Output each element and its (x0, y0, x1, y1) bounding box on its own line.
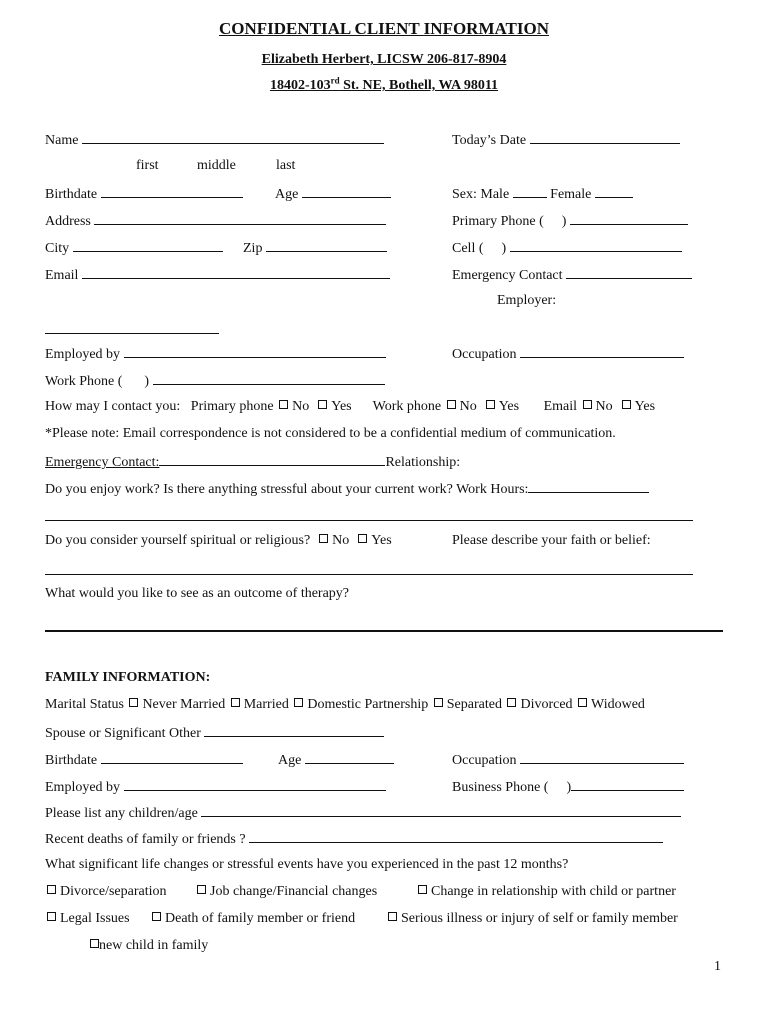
family-age-row (278, 750, 394, 770)
sex-row (452, 184, 633, 204)
spouse-row (45, 723, 384, 743)
birthdate-field[interactable] (101, 184, 243, 198)
faith-label: Please describe your faith or belief: (452, 533, 651, 548)
events-row-2: Legal Issues (45, 910, 130, 928)
spouse-field[interactable] (204, 723, 384, 737)
work-phone-option: Work phone (372, 399, 442, 414)
outcome-question: What would you like to see as an outcome of therapy? (45, 586, 350, 601)
relationship-change-checkbox[interactable] (418, 885, 427, 894)
employed-by-field[interactable] (124, 344, 386, 358)
legal-issues-checkbox[interactable] (47, 912, 56, 921)
contact-question: How may I contact you: (45, 399, 181, 414)
zip-label: Zip (243, 241, 263, 256)
widowed-checkbox[interactable] (578, 698, 587, 707)
business-phone-label: Business Phone ( (452, 780, 549, 795)
illness-item: Serious illness or injury of self or family member (386, 910, 678, 928)
divorced-checkbox[interactable] (507, 698, 516, 707)
business-phone-row: Business Phone ( ) (452, 777, 684, 797)
todays-date-row (452, 130, 680, 150)
occupation-row (452, 344, 684, 364)
work-hours-field[interactable] (528, 479, 649, 493)
email-label: Email (45, 268, 79, 283)
married-checkbox[interactable] (231, 698, 240, 707)
email-no-checkbox[interactable] (583, 400, 592, 409)
new-child-checkbox[interactable] (90, 939, 99, 948)
job-change-checkbox[interactable] (197, 885, 206, 894)
family-employed-by-field[interactable] (124, 777, 386, 791)
work-question-row (45, 479, 649, 499)
faith-answer-line[interactable] (45, 574, 693, 575)
business-phone-field[interactable] (571, 777, 684, 791)
children-row (45, 803, 681, 823)
city-field[interactable] (73, 238, 223, 252)
relationship-label: Relationship: (385, 455, 461, 470)
work-answer-line[interactable] (45, 520, 693, 521)
employed-by-label: Employed by (45, 347, 121, 362)
occupation-label: Occupation (452, 347, 517, 362)
primary-phone-field[interactable] (570, 211, 688, 225)
address-field[interactable] (94, 211, 386, 225)
birthdate-row (45, 184, 243, 204)
emergency-contact-label: Emergency Contact (452, 268, 563, 283)
zip-field[interactable] (266, 238, 387, 252)
cell-field[interactable] (510, 238, 682, 252)
deaths-field[interactable] (249, 829, 663, 843)
relationship-change-item: Change in relationship with child or partner (416, 883, 676, 901)
page-number: 1 (714, 959, 721, 974)
domestic-partnership-checkbox[interactable] (294, 698, 303, 707)
death-checkbox[interactable] (152, 912, 161, 921)
email-note: *Please note: Email correspondence is not considered to be a confidential medium of communication. (45, 426, 616, 441)
work-phone-no-checkbox[interactable] (447, 400, 456, 409)
family-employed-by-row (45, 777, 386, 797)
primary-phone-label: Primary Phone ( (452, 214, 544, 229)
spiritual-question: Do you consider yourself spiritual or religious? (45, 533, 311, 548)
email-row (45, 265, 390, 285)
female-field[interactable] (595, 184, 633, 198)
work-phone-label: Work Phone ( (45, 374, 123, 389)
marital-status-label: Marital Status (45, 697, 124, 712)
todays-date-field[interactable] (530, 130, 680, 144)
therapist-info: Elizabeth Herbert, LICSW 206-817-8904 (261, 52, 507, 67)
family-employed-by-label: Employed by (45, 780, 121, 795)
family-birthdate-row (45, 750, 243, 770)
illness-checkbox[interactable] (388, 912, 397, 921)
work-question: Do you enjoy work? Is there anything stressful about your current work? Work Hours: (45, 482, 529, 497)
todays-date-label: Today’s Date (452, 133, 527, 148)
employer-field[interactable] (45, 333, 219, 334)
events-row-1: Divorce/separation (45, 883, 167, 901)
email-yes-checkbox[interactable] (622, 400, 631, 409)
work-phone-row: Work Phone ( ) (45, 371, 385, 391)
family-occupation-row (452, 750, 684, 770)
address-row (45, 211, 386, 231)
age-row (275, 184, 391, 204)
cell-row: Cell ( ) (452, 238, 682, 258)
family-occupation-label: Occupation (452, 753, 517, 768)
children-field[interactable] (201, 803, 681, 817)
address-label: Address (45, 214, 91, 229)
events-row-3: new child in family (88, 937, 208, 955)
email-field[interactable] (82, 265, 390, 279)
age-field[interactable] (302, 184, 391, 198)
emergency-contact-2-field[interactable] (159, 452, 385, 466)
middle-label: middle (197, 158, 236, 173)
spouse-label: Spouse or Significant Other (45, 726, 201, 741)
first-label: first (136, 158, 159, 173)
separated-checkbox[interactable] (434, 698, 443, 707)
page-title: CONFIDENTIAL CLIENT INFORMATION (219, 19, 549, 38)
city-row (45, 238, 223, 258)
family-birthdate-label: Birthdate (45, 753, 98, 768)
employer-label: Employer: (497, 293, 557, 308)
family-heading: FAMILY INFORMATION: (45, 670, 211, 685)
sex-male-label: Sex: Male (452, 187, 510, 202)
emergency-contact-row (452, 265, 692, 285)
work-phone-yes-checkbox[interactable] (486, 400, 495, 409)
life-changes-question: What significant life changes or stressful events have you experienced in the past 12 months? (45, 857, 569, 872)
family-birthdate-field[interactable] (101, 750, 243, 764)
city-label: City (45, 241, 70, 256)
marital-status-row: Marital Status Never Married Married Domestic Partnership Separated Divorced Widowed (45, 697, 645, 712)
primary-phone-no-checkbox[interactable] (279, 400, 288, 409)
primary-phone-option: Primary phone (190, 399, 274, 414)
spiritual-row: Do you consider yourself spiritual or religious? No Yes (45, 533, 392, 548)
office-address: 18402-103rd St. NE, Bothell, WA 98011 (269, 75, 499, 93)
family-occupation-field[interactable] (520, 750, 684, 764)
primary-phone-yes-checkbox[interactable] (318, 400, 327, 409)
name-label: Name (45, 133, 79, 148)
family-age-field[interactable] (305, 750, 394, 764)
deaths-label: Recent deaths of family or friends ? (45, 832, 246, 847)
emergency-contact-2-row (45, 452, 460, 472)
birthdate-label: Birthdate (45, 187, 98, 202)
cell-label: Cell ( (452, 241, 484, 256)
job-change-item: Job change/Financial changes (195, 883, 377, 901)
primary-phone-row: Primary Phone ( ) (452, 211, 688, 231)
zip-row (243, 238, 387, 258)
never-married-checkbox[interactable] (129, 698, 138, 707)
occupation-field[interactable] (520, 344, 684, 358)
age-label: Age (275, 187, 299, 202)
email-option: Email (543, 399, 578, 414)
work-phone-field[interactable] (153, 371, 385, 385)
spiritual-no-checkbox[interactable] (319, 534, 328, 543)
children-label: Please list any children/age (45, 806, 198, 821)
emergency-contact-field[interactable] (566, 265, 692, 279)
name-field[interactable] (82, 130, 384, 144)
contact-preference-row: How may I contact you: Primary phone No Yes Work phone No Yes Email No Yes (45, 399, 656, 414)
employed-by-row (45, 344, 386, 364)
section-divider (45, 630, 723, 632)
female-label: Female (550, 187, 592, 202)
emergency-contact-2-label: Emergency Contact: (45, 455, 160, 470)
divorce-separation-checkbox[interactable] (47, 885, 56, 894)
spiritual-yes-checkbox[interactable] (358, 534, 367, 543)
death-item: Death of family member or friend (150, 910, 355, 928)
family-age-label: Age (278, 753, 302, 768)
last-label: last (276, 158, 296, 173)
deaths-row (45, 829, 663, 849)
male-field[interactable] (513, 184, 547, 198)
name-row (45, 130, 384, 150)
